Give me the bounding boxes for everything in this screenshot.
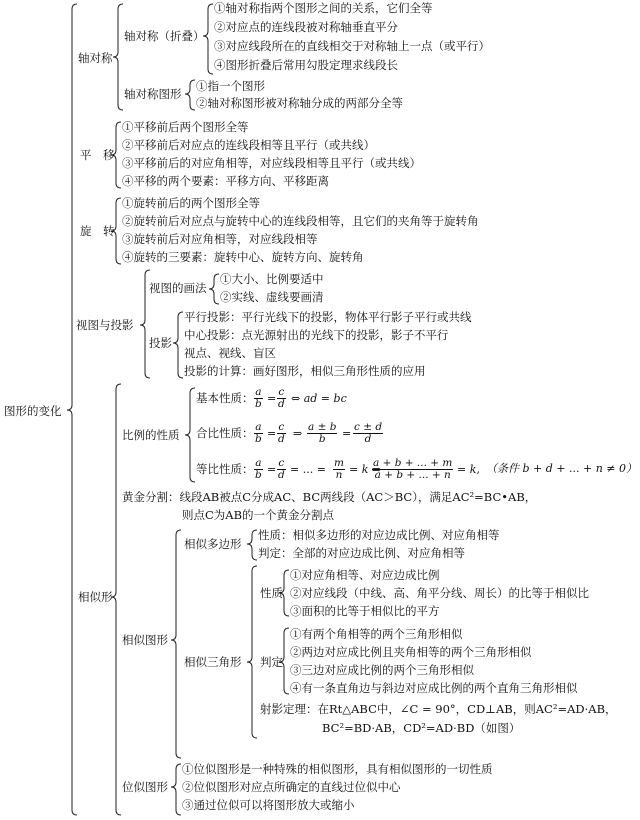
views-projection-label: 投影 — [149, 336, 172, 350]
list-item: ①大小、比例要适中 — [220, 272, 324, 286]
proportion-label: 比例的性质 — [122, 428, 180, 442]
equals-k: = k, — [457, 463, 480, 476]
list-item: ④旋转的三要素：旋转中心、旋转方向、旋转角 — [122, 250, 364, 264]
fraction-c-pm-d: $\frac{c \pm d}{d}$ — [354, 421, 383, 445]
list-item: ①有两个角相等的两个三角形相似 — [290, 627, 463, 641]
list-item: ④有一条直角边与斜边对应成比例的两个直角三角形相似 — [290, 681, 578, 695]
basic-property-label: 基本性质： — [196, 391, 254, 405]
similar-figures-label: 相似图形 — [122, 633, 168, 647]
triangle-brace — [247, 566, 257, 738]
views-drawing-label: 视图的画法 — [149, 281, 207, 295]
list-item: 投影的计算：画好图形，相似三角形性质的应用 — [184, 364, 426, 378]
similar-polygon-label: 相似多边形 — [184, 537, 242, 551]
axial-brace — [113, 4, 123, 110]
ellipsis-equals: = ... = — [290, 463, 326, 476]
axial-fold-label: 轴对称（折叠） — [124, 29, 205, 43]
homothety-label: 位似图形 — [122, 780, 168, 794]
rotation-title: 旋 转 — [80, 224, 115, 238]
equals-k-implies: = k ⇒ — [349, 463, 382, 476]
list-item: 判定：全部的对应边成比例、对应角相等 — [258, 546, 465, 560]
fraction-sum-ratio: $\frac{a + b + ... + m}{a + b + ... + n}$ — [373, 457, 453, 481]
projective-theorem-line: BC²=BD·AB，CD²=AD·BD（如图） — [322, 721, 521, 735]
golden-ratio-line: 则点C为AB的一个黄金分割点 — [182, 508, 335, 522]
list-item: ①平移前后两个图形全等 — [122, 120, 249, 134]
axial-figure-brace — [185, 80, 195, 110]
list-item: ②实线、虚线要画清 — [220, 290, 324, 304]
views-projection-brace — [173, 312, 183, 378]
list-item: ②平移前后对应点的连线段相等且平行（或共线） — [122, 138, 375, 152]
fraction-c-d: $\frac{c}{d}$ — [278, 457, 285, 481]
list-item: ③面积的比等于相似比的平方 — [290, 604, 440, 618]
list-item: ②位似图形对应点所确定的直线过位似中心 — [182, 780, 401, 794]
similar-triangle-label: 相似三角形 — [184, 655, 242, 669]
homothety-brace — [171, 764, 181, 815]
list-item: 中心投影：点光源射出的光线下的投影，影子不平行 — [184, 328, 449, 342]
list-item: ④平移的两个要素：平移方向、平移距离 — [122, 174, 329, 188]
fraction-a-pm-b: $\frac{a \pm b}{b}$ — [308, 421, 337, 445]
equal-ratio-label: 等比性质： — [196, 462, 254, 476]
list-item: 平行投影：平行光线下的投影，物体平行影子平行或共线 — [184, 310, 472, 324]
similar-title: 相似形 — [78, 590, 113, 604]
list-item: 视点、视线、盲区 — [184, 346, 276, 360]
proportion-brace — [185, 388, 195, 482]
list-item: ②旋转前后对应点与旋转中心的连线段相等，且它们的夹角等于旋转角 — [122, 214, 479, 228]
views-drawing-brace — [209, 274, 219, 304]
list-item: ①位似图形是一种特殊的相似图形，具有相似图形的一切性质 — [182, 762, 493, 776]
triangle-criteria-label: 判定 — [260, 655, 283, 669]
basic-property-result: ⇔ ad = bc — [291, 392, 347, 405]
list-item: ②对应线段（中线、高、角平分线、周长）的比等于相似比 — [290, 586, 589, 600]
list-item: ④图形折叠后常用勾股定理求线段长 — [214, 58, 398, 72]
projective-theorem-line: 射影定理：在Rt△ABC中，∠C = 90°，CD⊥AB，则AC²=AD·AB， — [260, 702, 617, 716]
equals-sign: = — [267, 463, 277, 476]
list-item: ②对应点的连线段被对称轴垂直平分 — [214, 20, 398, 34]
equals-sign: = — [267, 392, 277, 405]
list-item: ③对应线段所在的直线相交于对称轴上一点（或平行） — [214, 39, 490, 53]
list-item: ③通过位似可以将图形放大或缩小 — [182, 798, 355, 812]
fraction-c-d: $\frac{c}{d}$ — [278, 386, 285, 410]
list-item: ①轴对称指两个图形之间的关系，它们全等 — [214, 1, 433, 15]
polygon-brace — [247, 530, 257, 560]
root-title: 图形的变化 — [4, 404, 62, 418]
list-item: ③平移前后的对应角相等，对应线段相等且平行（或共线） — [122, 156, 421, 170]
views-title: 视图与投影 — [76, 318, 134, 332]
fraction-a-b: $\frac{a}{b}$ — [255, 457, 262, 481]
similar-figures-brace — [171, 530, 181, 758]
fraction-c-d: $\frac{c}{d}$ — [278, 421, 285, 445]
sum-property-label: 合比性质： — [196, 426, 254, 440]
triangle-property-label: 性质 — [260, 586, 283, 600]
axial-fold-brace — [203, 4, 213, 74]
axial-figure-label: 轴对称图形 — [124, 87, 182, 101]
list-item: ①指一个图形 — [196, 79, 265, 93]
equal-ratio-condition: （条件 b + d + ... + n ≠ 0） — [486, 462, 637, 475]
list-item: 性质：相似多边形的对应边成比例、对应角相等 — [258, 528, 500, 542]
translation-title: 平 移 — [80, 148, 115, 162]
equals-sign: = — [342, 427, 352, 440]
axial-title: 轴对称 — [78, 51, 113, 65]
list-item: ①旋转前后的两个图形全等 — [122, 196, 260, 210]
list-item: ②轴对称图形被对称轴分成的两部分全等 — [196, 96, 403, 110]
golden-ratio-line: 黄金分割：线段AB被点C分成AC、BC两线段（AC＞BC），满足AC²=BC•AB， — [122, 490, 537, 504]
fraction-a-b: $\frac{a}{b}$ — [255, 386, 262, 410]
list-item: ③三边对应成比例的两个三角形相似 — [290, 663, 474, 677]
equals-sign: = — [267, 427, 277, 440]
list-item: ②两边对应成比例且夹角相等的两个三角形相似 — [290, 645, 532, 659]
root-brace — [67, 4, 77, 815]
fraction-a-b: $\frac{a}{b}$ — [255, 421, 262, 445]
list-item: ③旋转前后对应角相等，对应线段相等 — [122, 232, 318, 246]
list-item: ①对应角相等、对应边成比例 — [290, 568, 440, 582]
fraction-m-n: $\frac{m}{n}$ — [334, 457, 344, 481]
implies-arrow: ⇒ — [293, 427, 303, 440]
